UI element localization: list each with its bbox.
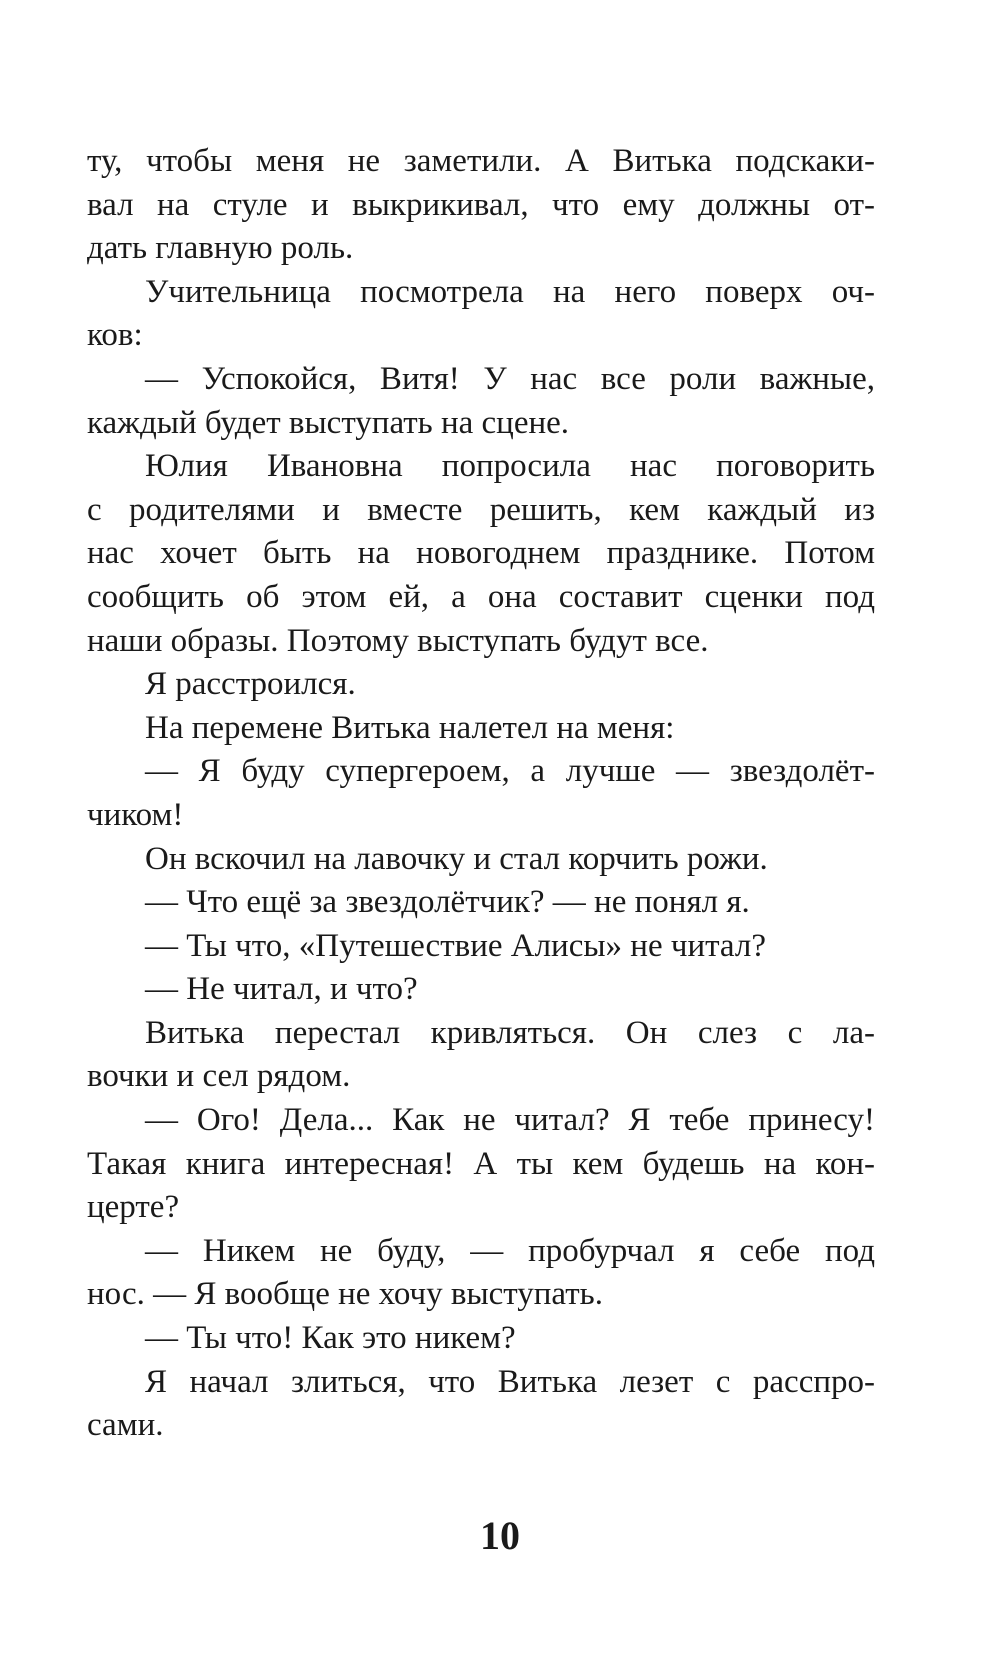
text-line: сами. [87, 1407, 164, 1444]
text-line: — Я буду супергероем, а лучше — звездолёт- [145, 753, 875, 790]
text-line: нас хочет быть на новогоднем празднике. Потом [87, 535, 875, 572]
body-text [87, 140, 875, 1448]
page-number: 10 [480, 1513, 520, 1558]
text-line: церте? [87, 1189, 180, 1226]
text-line: Я начал злиться, что Витька лезет с расспро- [145, 1363, 875, 1400]
text-line: Юлия Ивановна попросила нас поговорить [145, 448, 875, 485]
text-line: чиком! [87, 796, 184, 833]
text-line: вал на стуле и выкрикивал, что ему должны от- [87, 186, 875, 223]
text-line: ту, чтобы меня не заметили. А Витька подскаки- [87, 143, 875, 179]
text-line: — Никем не буду, — пробурчал я себе под [145, 1232, 875, 1269]
text-line: — Ты что! Как это никем? [145, 1320, 516, 1357]
text-line: каждый будет выступать на сцене. [87, 404, 570, 441]
text-line: наши образы. Поэтому выступать будут все. [87, 622, 709, 659]
text-line: — Успокойся, Витя! У нас все роли важные, [145, 360, 875, 397]
text-line: — Ого! Дела... Как не читал? Я тебе принесу! [145, 1102, 875, 1139]
text-line: ков: [87, 317, 143, 354]
text-line: Я расстроился. [145, 666, 356, 703]
text-line: с родителями и вместе решить, кем каждый из [87, 491, 875, 528]
text-line: сообщить об этом ей, а она составит сценки под [87, 578, 875, 615]
text-line: Витька перестал кривляться. Он слез с ла- [145, 1014, 875, 1051]
text-line: — Не читал, и что? [145, 971, 418, 1008]
text-line: Он вскочил на лавочку и стал корчить рожи. [145, 840, 768, 877]
text-line: нос. — Я вообще не хочу выступать. [87, 1276, 603, 1313]
text-line: На перемене Витька налетел на меня: [145, 709, 675, 746]
text-line: Учительница посмотрела на него поверх оч- [145, 273, 875, 310]
text-line: — Ты что, «Путешествие Алисы» не читал? [145, 927, 766, 964]
text-line: Такая книга интересная! А ты кем будешь на кон- [87, 1145, 875, 1182]
text-line: вочки и сел рядом. [87, 1058, 351, 1095]
text-line: — Что ещё за звездолётчик? — не понял я. [145, 884, 750, 921]
text-line: дать главную роль. [87, 230, 354, 267]
